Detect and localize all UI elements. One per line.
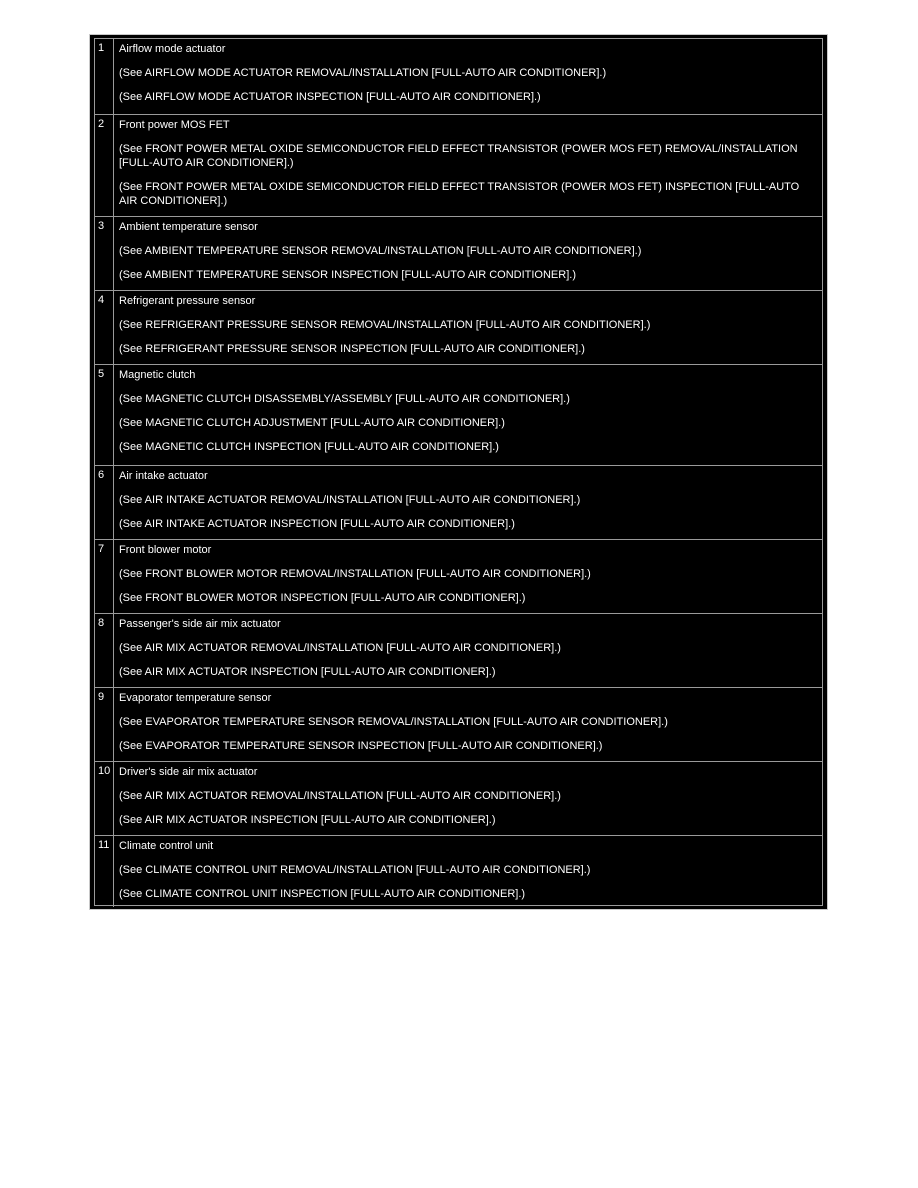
component-name: Ambient temperature sensor — [119, 221, 258, 233]
row-number: 4 — [95, 291, 114, 364]
row-content — [119, 368, 816, 454]
row-content — [119, 220, 816, 282]
row-content — [119, 839, 816, 901]
row-number: 8 — [95, 614, 114, 687]
reference-link[interactable]: (See REFRIGERANT PRESSURE SENSOR INSPECTION [FULL-AUTO AIR CONDITIONER].) — [119, 343, 585, 355]
component-name: Air intake actuator — [119, 470, 208, 482]
component-name: Climate control unit — [119, 840, 214, 852]
table-row — [95, 465, 822, 539]
reference-link[interactable]: (See AIR INTAKE ACTUATOR INSPECTION [FULL-AUTO AIR CONDITIONER].) — [119, 518, 515, 530]
row-content — [119, 691, 816, 753]
row-number: 5 — [95, 365, 114, 465]
row-number: 1 — [95, 39, 114, 114]
reference-link[interactable]: (See MAGNETIC CLUTCH INSPECTION [FULL-AUTO AIR CONDITIONER].) — [119, 441, 499, 453]
reference-link[interactable]: (See FRONT POWER METAL OXIDE SEMICONDUCTOR FIELD EFFECT TRANSISTOR (POWER MOS FET) INSPECTION [FULL-AUTO AIR CONDITIONER].) — [119, 181, 800, 207]
table-row — [95, 216, 822, 290]
reference-link[interactable]: (See AIRFLOW MODE ACTUATOR INSPECTION [FULL-AUTO AIR CONDITIONER].) — [119, 91, 541, 103]
table-row — [95, 687, 822, 761]
table-row — [95, 290, 822, 364]
row-content — [119, 42, 816, 104]
reference-link[interactable]: (See EVAPORATOR TEMPERATURE SENSOR REMOVAL/INSTALLATION [FULL-AUTO AIR CONDITIONER].) — [119, 716, 668, 728]
reference-link[interactable]: (See CLIMATE CONTROL UNIT REMOVAL/INSTALLATION [FULL-AUTO AIR CONDITIONER].) — [119, 864, 591, 876]
reference-link[interactable]: (See AMBIENT TEMPERATURE SENSOR REMOVAL/INSTALLATION [FULL-AUTO AIR CONDITIONER].) — [119, 245, 642, 257]
reference-link[interactable]: (See AIR INTAKE ACTUATOR REMOVAL/INSTALLATION [FULL-AUTO AIR CONDITIONER].) — [119, 494, 581, 506]
reference-link[interactable]: (See CLIMATE CONTROL UNIT INSPECTION [FULL-AUTO AIR CONDITIONER].) — [119, 888, 526, 900]
component-name: Front blower motor — [119, 544, 212, 556]
row-number: 10 — [95, 762, 114, 835]
reference-link[interactable]: (See AIR MIX ACTUATOR INSPECTION [FULL-AUTO AIR CONDITIONER].) — [119, 666, 496, 678]
component-name: Passenger's side air mix actuator — [119, 618, 281, 630]
reference-link[interactable]: (See EVAPORATOR TEMPERATURE SENSOR INSPECTION [FULL-AUTO AIR CONDITIONER].) — [119, 740, 603, 752]
reference-link[interactable]: (See FRONT POWER METAL OXIDE SEMICONDUCTOR FIELD EFFECT TRANSISTOR (POWER MOS FET) REMOVAL/INSTALLATION [FULL-AUTO AIR CONDITIONER].) — [119, 143, 798, 169]
reference-link[interactable]: (See MAGNETIC CLUTCH ADJUSTMENT [FULL-AUTO AIR CONDITIONER].) — [119, 417, 505, 429]
reference-link[interactable]: (See AIR MIX ACTUATOR REMOVAL/INSTALLATION [FULL-AUTO AIR CONDITIONER].) — [119, 790, 561, 802]
row-content — [119, 469, 816, 531]
row-content — [119, 543, 816, 605]
table-row — [95, 613, 822, 687]
row-number: 6 — [95, 466, 114, 539]
table-body — [94, 38, 823, 906]
row-number: 2 — [95, 115, 114, 216]
component-name: Airflow mode actuator — [119, 43, 226, 55]
component-name: Driver's side air mix actuator — [119, 766, 258, 778]
table-row — [95, 364, 822, 465]
reference-link[interactable]: (See FRONT BLOWER MOTOR REMOVAL/INSTALLATION [FULL-AUTO AIR CONDITIONER].) — [119, 568, 591, 580]
row-content — [119, 118, 816, 208]
row-number: 3 — [95, 217, 114, 290]
reference-link[interactable]: (See AIRFLOW MODE ACTUATOR REMOVAL/INSTALLATION [FULL-AUTO AIR CONDITIONER].) — [119, 67, 607, 79]
table-row — [95, 835, 822, 907]
reference-link[interactable]: (See AMBIENT TEMPERATURE SENSOR INSPECTION [FULL-AUTO AIR CONDITIONER].) — [119, 269, 576, 281]
reference-link[interactable]: (See AIR MIX ACTUATOR REMOVAL/INSTALLATION [FULL-AUTO AIR CONDITIONER].) — [119, 642, 561, 654]
row-number: 11 — [95, 836, 114, 907]
reference-link[interactable]: (See MAGNETIC CLUTCH DISASSEMBLY/ASSEMBLY [FULL-AUTO AIR CONDITIONER].) — [119, 393, 570, 405]
component-name: Front power MOS FET — [119, 119, 230, 131]
row-content — [119, 617, 816, 679]
reference-link[interactable]: (See FRONT BLOWER MOTOR INSPECTION [FULL-AUTO AIR CONDITIONER].) — [119, 592, 526, 604]
table-row — [95, 39, 822, 114]
table-row — [95, 539, 822, 613]
reference-link[interactable]: (See REFRIGERANT PRESSURE SENSOR REMOVAL/INSTALLATION [FULL-AUTO AIR CONDITIONER].) — [119, 319, 651, 331]
row-content — [119, 765, 816, 827]
component-name: Magnetic clutch — [119, 369, 196, 381]
table-row — [95, 114, 822, 216]
reference-link[interactable]: (See AIR MIX ACTUATOR INSPECTION [FULL-AUTO AIR CONDITIONER].) — [119, 814, 496, 826]
component-name: Refrigerant pressure sensor — [119, 295, 256, 307]
component-name: Evaporator temperature sensor — [119, 692, 272, 704]
row-number: 9 — [95, 688, 114, 761]
component-table — [89, 34, 828, 910]
table-row — [95, 761, 822, 835]
row-content — [119, 294, 816, 356]
row-number: 7 — [95, 540, 114, 613]
